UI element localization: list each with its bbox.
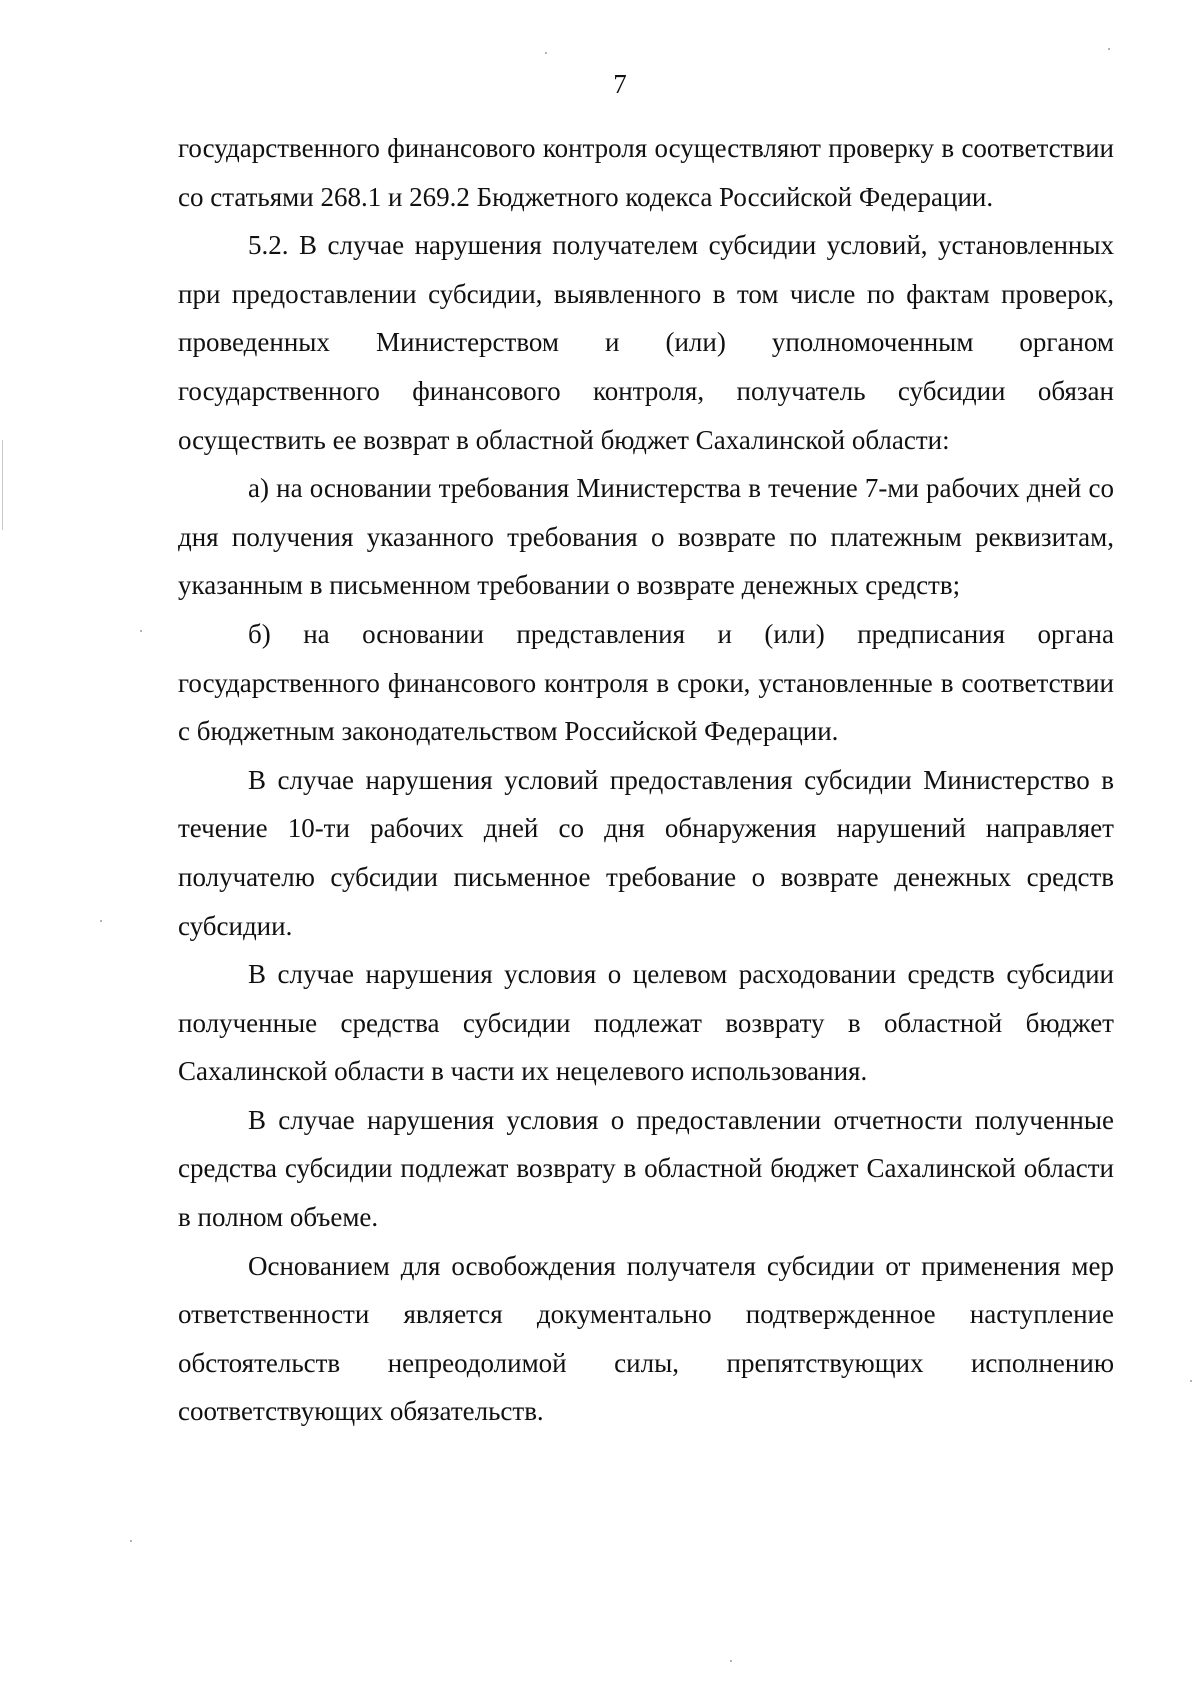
paragraph-violation-notice: В случае нарушения условий предоставления субсидии Министерство в течение 10-ти рабочих дней со дня обнаружения нарушений направляет получателю субсидии письменное требование о возврате денежных средств субсидии.	[178, 764, 1114, 941]
scan-speck	[730, 1660, 732, 1662]
scan-speck	[545, 52, 547, 54]
paragraph-item-b: б) на основании представления и (или) предписания органа государственного финансового контроля в сроки, установленные в соответствии с бюджетным законодательством Российской Федерации.	[178, 618, 1114, 747]
scan-speck	[1190, 1380, 1192, 1382]
paragraph-5-2: 5.2. В случае нарушения получателем субсидии условий, установленных при предоставлении субсидии, выявленного в том числе по фактам проверок, проведенных Министерством и (или) уполномоченным органом государственного финансового контроля, получатель субсидии обязан осуществить ее возврат в областной бюджет Сахалинской области:	[178, 230, 1114, 455]
scan-speck	[100, 920, 102, 922]
scan-speck	[140, 630, 142, 632]
document-body	[178, 124, 1114, 1436]
paragraph-targeted-spending: В случае нарушения условия о целевом расходовании средств субсидии полученные средства субсидии подлежат возврату в областной бюджет Сахалинской области в части их нецелевого использования.	[178, 959, 1114, 1087]
paragraph-control-continuation: государственного финансового контроля осуществляют проверку в соответствии со статьями 268.1 и 269.2 Бюджетного кодекса Российской Федерации.	[178, 133, 1114, 212]
page-number: 7	[613, 69, 627, 99]
scan-speck	[1108, 48, 1110, 50]
scan-edge-mark	[2, 440, 3, 530]
paragraph-force-majeure: Основанием для освобождения получателя субсидии от применения мер ответственности является документально подтвержденное наступление обстоятельств непреодолимой силы, препятствующих исполнению соответствующих обязательств.	[178, 1250, 1114, 1427]
paragraph-reporting: В случае нарушения условия о предоставлении отчетности полученные средства субсидии подлежат возврату в областной бюджет Сахалинской области в полном объеме.	[178, 1104, 1114, 1233]
paragraph-item-a: а) на основании требования Министерства в течение 7-ми рабочих дней со дня получения указанного требования о возврате по платежным реквизитам, указанным в письменном требовании о возврате денежных средств;	[178, 473, 1114, 601]
scan-speck	[130, 1540, 132, 1542]
